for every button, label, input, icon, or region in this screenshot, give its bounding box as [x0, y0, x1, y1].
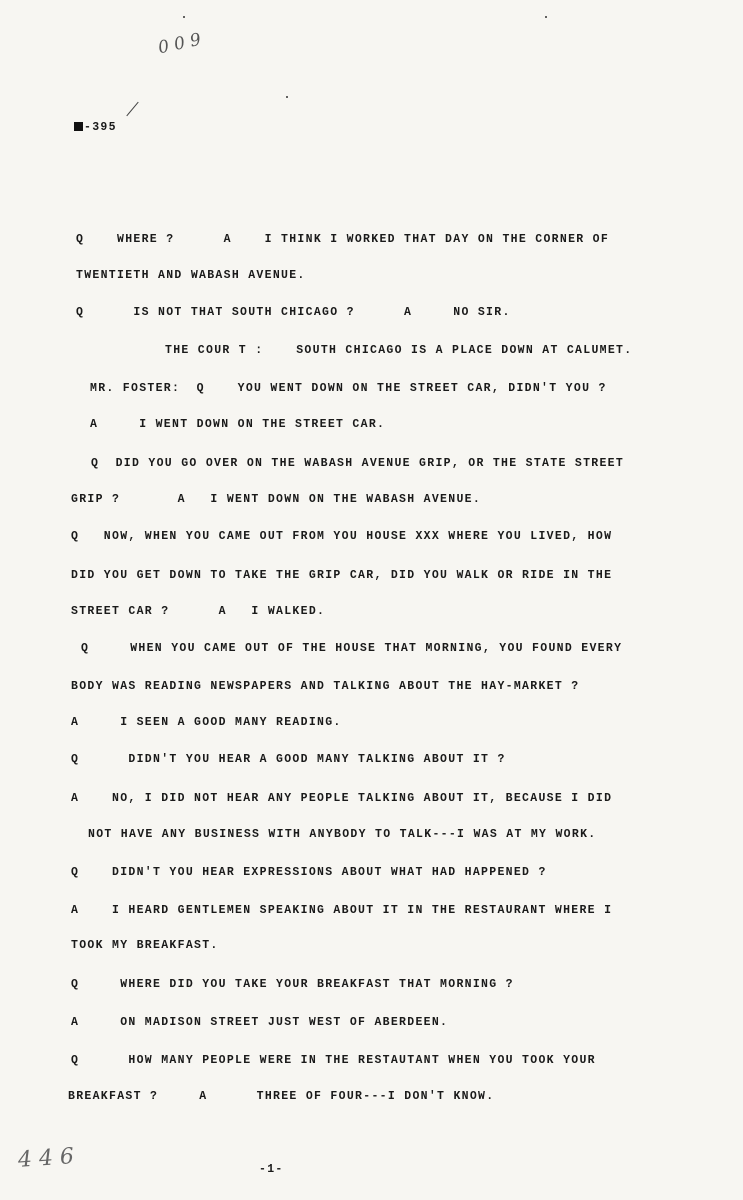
- transcript-line-13: BODY WAS READING NEWSPAPERS AND TALKING ABOUT THE HAY-MARKET ?: [71, 680, 580, 693]
- transcript-line-15: Q DIDN'T YOU HEAR A GOOD MANY TALKING ABOUT IT ?: [71, 753, 506, 766]
- transcript-line-23: Q HOW MANY PEOPLE WERE IN THE RESTAUTANT WHEN YOU TOOK YOUR: [71, 1054, 596, 1067]
- redaction-mark: [74, 122, 83, 131]
- transcript-line-22: A ON MADISON STREET JUST WEST OF ABERDEEN.: [71, 1016, 449, 1029]
- transcript-line-16: A NO, I DID NOT HEAR ANY PEOPLE TALKING ABOUT IT, BECAUSE I DID: [71, 792, 613, 805]
- transcript-line-14: A I SEEN A GOOD MANY READING.: [71, 716, 342, 729]
- transcript-line-10: DID YOU GET DOWN TO TAKE THE GRIP CAR, DID YOU WALK OR RIDE IN THE: [71, 569, 613, 582]
- transcript-line-1: Q WHERE ? A I THINK I WORKED THAT DAY ON THE CORNER OF: [76, 233, 610, 246]
- transcript-line-2: TWENTIETH AND WABASH AVENUE.: [76, 269, 306, 282]
- transcript-line-6: A I WENT DOWN ON THE STREET CAR.: [90, 418, 386, 431]
- transcript-line-5: MR. FOSTER: Q YOU WENT DOWN ON THE STREET CAR, DIDN'T YOU ?: [90, 382, 607, 395]
- page-reference: [74, 121, 117, 135]
- transcript-line-12: Q WHEN YOU CAME OUT OF THE HOUSE THAT MORNING, YOU FOUND EVERY: [81, 642, 623, 655]
- transcript-line-18: Q DIDN'T YOU HEAR EXPRESSIONS ABOUT WHAT HAD HAPPENED ?: [71, 866, 547, 879]
- transcript-line-19: A I HEARD GENTLEMEN SPEAKING ABOUT IT IN THE RESTAURANT WHERE I: [71, 904, 613, 917]
- transcript-line-24: BREAKFAST ? A THREE OF FOUR---I DON'T KNOW.: [68, 1090, 495, 1103]
- transcript-line-20: TOOK MY BREAKFAST.: [71, 939, 219, 952]
- transcript-line-8: GRIP ? A I WENT DOWN ON THE WABASH AVENUE.: [71, 493, 482, 506]
- transcript-line-11: STREET CAR ? A I WALKED.: [71, 605, 326, 618]
- speck: [545, 16, 547, 18]
- transcript-line-9: Q NOW, WHEN YOU CAME OUT FROM YOU HOUSE XXX WHERE YOU LIVED, HOW: [71, 530, 613, 543]
- handwritten-annotation-bottom: 4 4 6: [17, 1144, 75, 1173]
- page-reference-text: -395: [84, 121, 117, 134]
- pencil-mark: [126, 102, 138, 116]
- transcript-line-7: Q DID YOU GO OVER ON THE WABASH AVENUE GRIP, OR THE STATE STREET: [91, 457, 625, 470]
- handwritten-annotation-top: 0 0 9: [156, 29, 203, 59]
- page-number: -1-: [259, 1163, 284, 1176]
- transcript-line-17: NOT HAVE ANY BUSINESS WITH ANYBODY TO TALK---I WAS AT MY WORK.: [88, 828, 597, 841]
- transcript-line-3: Q IS NOT THAT SOUTH CHICAGO ? A NO SIR.: [76, 306, 511, 319]
- speck: [286, 96, 288, 98]
- transcript-line-4: THE COUR T : SOUTH CHICAGO IS A PLACE DOWN AT CALUMET.: [165, 344, 633, 357]
- transcript-line-21: Q WHERE DID YOU TAKE YOUR BREAKFAST THAT MORNING ?: [71, 978, 514, 991]
- speck: [183, 16, 185, 18]
